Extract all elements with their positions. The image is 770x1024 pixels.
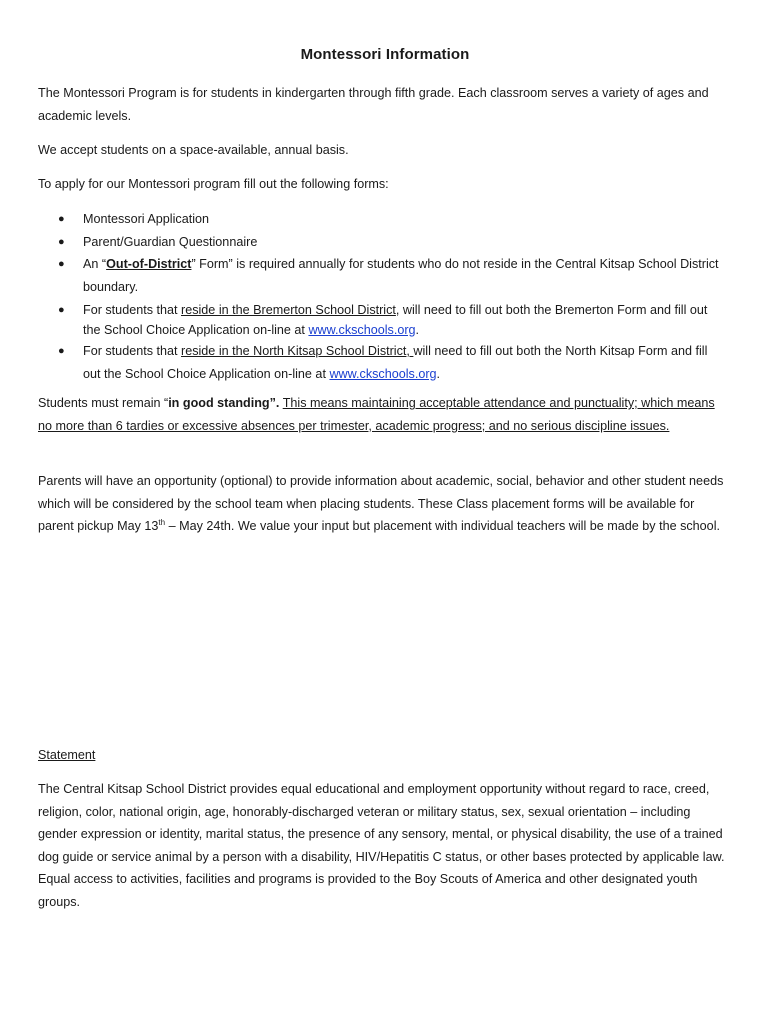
standing-pre: Students must remain “ [38, 396, 169, 410]
out-of-district-post: ” Form” is required annually for students who do not reside in the Central Kitsap School District boundary. [83, 257, 719, 294]
form-parent-questionnaire: Parent/Guardian Questionnaire [83, 234, 258, 249]
bremerton-district: reside in the Bremerton School District [181, 303, 396, 317]
statement-heading: Statement [38, 748, 96, 762]
ckschools-link[interactable]: www.ckschools.org [308, 322, 416, 337]
list-item [38, 253, 728, 298]
statement-paragraph: The Central Kitsap School District provides equal educational and employment opportunity without regard to race, creed, religion, color, national origin, age, honorably-discharged veteran or military status, sex, sexual orientation – including gender expression or identity, marital status, the presence of any sensory, mental, or physical disability, the use of a trained dog guide or service animal by a person with a disability, HIV/Hepatitis C status, or other bases protected by applicable law. Equal access to activities, facilities and programs is provided to the Boy Scouts of America and other designated youth groups. [38, 782, 725, 909]
parents-part2: – May 24th. We value your input but placement with individual teachers will be made by the school. [165, 519, 720, 533]
forms-list [38, 208, 728, 385]
north-kitsap-district: reside in the North Kitsap School District, [181, 344, 414, 358]
bremerton-end: . [415, 322, 420, 337]
parents-part1: Parents will have an opportunity (optional) to provide information about academic, social, behavior and other student needs which will be considered by the school team when placing students. These Class placement forms will be available for parent pickup May 13 [38, 474, 724, 533]
bremerton-pre: For students that [83, 303, 182, 317]
ckschools-link[interactable]: www.ckschools.org [329, 366, 437, 381]
intro-paragraph: The Montessori Program is for students in kindergarten through fifth grade. Each classroom serves a variety of ages and academic levels. [38, 86, 709, 123]
standing-requirements: This means maintaining acceptable attendance and punctuality; which means no more than 6 tardies or excessive absences per trimester, academic progress; and no serious discipline issues. [38, 396, 715, 433]
north-kitsap-end: . [436, 366, 441, 381]
bullet-icon: ● [58, 258, 65, 270]
bremerton-mid: , will need to fill out both the Bremerton Form and fill out the School Choice Application on-line at [83, 303, 708, 337]
standing-paragraph [38, 392, 728, 437]
date-superscript: th [158, 517, 166, 527]
north-kitsap-pre: For students that [83, 344, 182, 358]
good-standing-label: in good standing”. [168, 396, 280, 410]
north-kitsap-mid: will need to fill out both the North Kitsap Form and fill out the School Choice Application on-line at [83, 344, 708, 381]
apply-paragraph: To apply for our Montessori program fill out the following forms: [38, 177, 389, 191]
bullet-icon: ● [58, 304, 65, 316]
page-title: Montessori Information [300, 46, 470, 63]
list-item [38, 301, 728, 340]
parents-paragraph [38, 470, 728, 538]
list-item [38, 208, 728, 231]
out-of-district-label: Out-of-District [106, 257, 192, 271]
form-montessori-application: Montessori Application [83, 212, 210, 226]
bullet-icon: ● [58, 235, 65, 248]
list-item [38, 231, 728, 254]
bullet-icon: ● [58, 213, 65, 225]
out-of-district-pre: An “ [83, 257, 107, 271]
bullet-icon: ● [58, 345, 65, 357]
accept-paragraph: We accept students on a space-available, annual basis. [38, 143, 349, 157]
list-item [38, 340, 728, 385]
